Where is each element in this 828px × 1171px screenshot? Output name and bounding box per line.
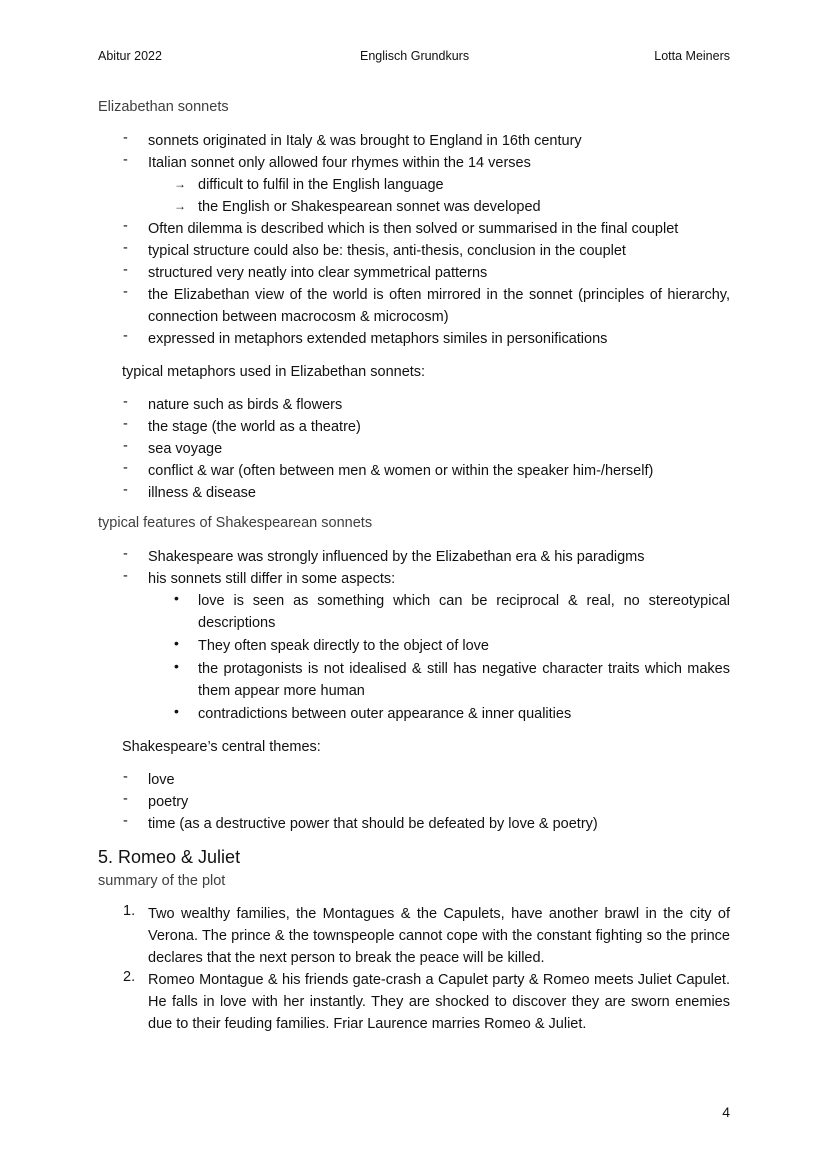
section-heading-romeo-juliet: 5. Romeo & Juliet <box>98 847 241 867</box>
plot-item: Two wealthy families, the Montagues & the Capulets, have another brawl in the city of Verona. The prince & the townspeople cannot cope with the constant fighting so the prince declares that the next person to break the peace will be killed. <box>148 906 730 967</box>
dash-icon: - <box>123 130 128 146</box>
list-item: illness & disease <box>148 485 256 501</box>
list-item: poetry <box>148 794 189 810</box>
dash-icon: - <box>123 568 128 584</box>
sub-list-item: the English or Shakespearean sonnet was developed <box>198 199 541 215</box>
list-item: sonnets originated in Italy & was brought to England in 16th century <box>148 133 582 149</box>
list-item: love <box>148 772 175 788</box>
list-item: expressed in metaphors extended metaphors similes in personifications <box>148 331 608 347</box>
section-title-shakespearean: typical features of Shakespearean sonnets <box>98 515 373 531</box>
header-center: Englisch Grundkurs <box>360 49 470 63</box>
dash-icon: - <box>123 218 128 234</box>
list-item: typical structure could also be: thesis, anti-thesis, conclusion in the couplet <box>148 243 626 259</box>
list-item: time (as a destructive power that should be defeated by love & poetry) <box>148 816 598 832</box>
bullet-item: contradictions between outer appearance & inner qualities <box>198 706 572 722</box>
bullet-item: They often speak directly to the object of love <box>198 638 489 654</box>
list-item: conflict & war (often between men & women or within the speaker him-/herself) <box>148 463 654 479</box>
bullet-icon: • <box>174 590 179 606</box>
bullet-item: love is seen as something which can be reciprocal & real, no stereotypical descriptions <box>198 593 730 632</box>
themes-heading: Shakespeare’s central themes: <box>122 739 321 755</box>
dash-icon: - <box>123 769 128 785</box>
dash-icon: - <box>123 328 128 344</box>
bullet-icon: • <box>174 658 179 674</box>
list-number: 1. <box>123 903 136 919</box>
sub-list-item: difficult to fulfil in the English language <box>198 177 444 193</box>
header-right: Lotta Meiners <box>654 49 730 63</box>
plot-item: Romeo Montague & his friends gate-crash a Capulet party & Romeo meets Juliet Capulet. He falls in love with her instantly. They are shocked to discover they are sworn enemies due to their feuding families. Friar Laurence marries Romeo & Juliet. <box>148 972 730 1033</box>
dash-icon: - <box>123 791 128 807</box>
list-item: Shakespeare was strongly influenced by the Elizabethan era & his paradigms <box>148 549 645 565</box>
bullet-item: the protagonists is not idealised & still has negative character traits which makes them appear more human <box>198 661 730 700</box>
arrow-right-icon: → <box>174 199 186 213</box>
dash-icon: - <box>123 813 128 829</box>
dash-icon: - <box>123 394 128 410</box>
list-item: his sonnets still differ in some aspects: <box>148 571 396 587</box>
dash-icon: - <box>123 240 128 256</box>
page-number: 4 <box>722 1104 730 1120</box>
dash-icon: - <box>123 152 128 168</box>
list-item: sea voyage <box>148 441 223 457</box>
list-item: the stage (the world as a theatre) <box>148 419 361 435</box>
dash-icon: - <box>123 460 128 476</box>
dash-icon: - <box>123 416 128 432</box>
arrow-right-icon: → <box>174 177 186 191</box>
dash-icon: - <box>123 438 128 454</box>
list-item: nature such as birds & flowers <box>148 397 343 413</box>
list-item: the Elizabethan view of the world is often mirrored in the sonnet (principles of hierarchy, connection between macrocosm & microcosm) <box>148 287 730 326</box>
dash-icon: - <box>123 284 128 300</box>
list-item: Often dilemma is described which is then solved or summarised in the final couplet <box>148 221 679 237</box>
dash-icon: - <box>123 262 128 278</box>
dash-icon: - <box>123 546 128 562</box>
header-left: Abitur 2022 <box>98 49 162 63</box>
bullet-icon: • <box>174 635 179 651</box>
dash-icon: - <box>123 482 128 498</box>
metaphors-heading: typical metaphors used in Elizabethan sonnets: <box>122 364 426 380</box>
bullet-icon: • <box>174 703 179 719</box>
list-number: 2. <box>123 969 136 985</box>
section-subtitle-plot: summary of the plot <box>98 873 226 889</box>
list-item: structured very neatly into clear symmetrical patterns <box>148 265 488 281</box>
section-title-elizabethan: Elizabethan sonnets <box>98 99 229 115</box>
list-item: Italian sonnet only allowed four rhymes within the 14 verses <box>148 155 531 171</box>
